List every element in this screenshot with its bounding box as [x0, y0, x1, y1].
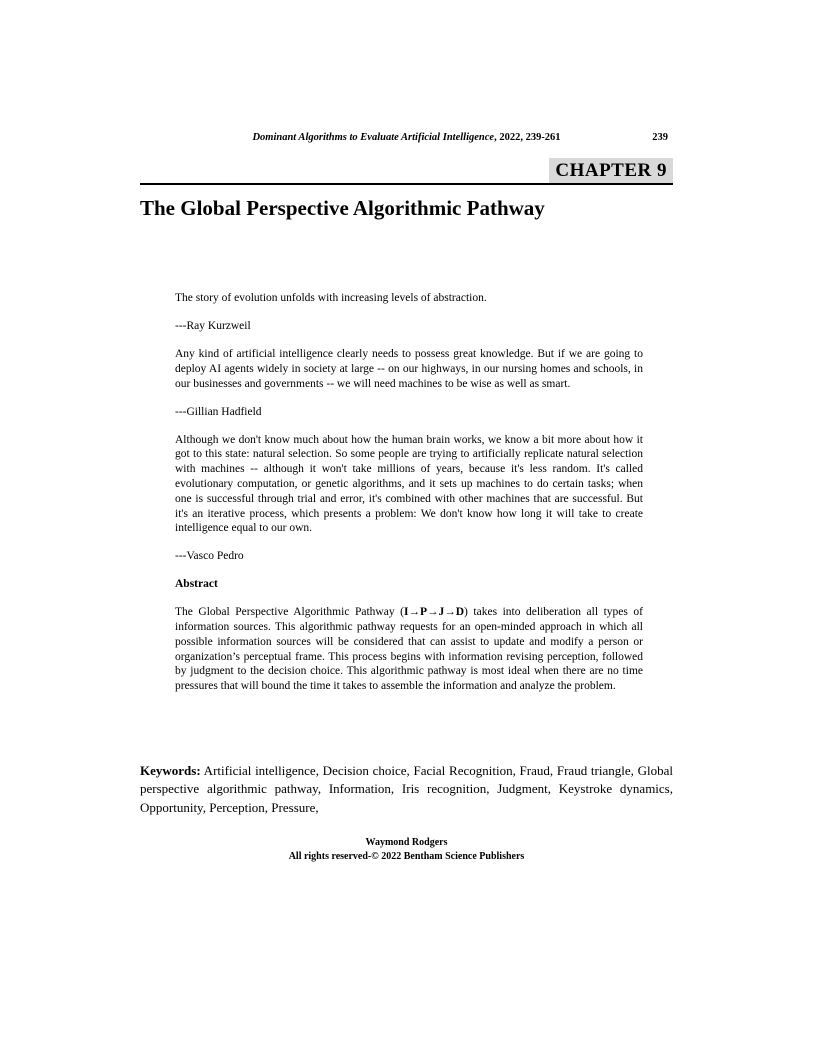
chapter-heading-row: [140, 158, 673, 185]
epigraph-attribution: ---Gillian Hadfield: [175, 405, 262, 418]
footer-rights: All rights reserved-© 2022 Bentham Science Publishers: [288, 850, 525, 862]
page-number: 239: [652, 132, 668, 143]
keywords-paragraph: [140, 762, 673, 817]
chapter-label: CHAPTER 9: [549, 158, 673, 183]
front-matter: [175, 291, 643, 707]
epigraph-attribution: ---Vasco Pedro: [175, 550, 244, 563]
running-title-journal: Dominant Algorithms to Evaluate Artificial Intelligence: [252, 132, 495, 143]
keywords-text: Artificial intelligence, Decision choice, Facial Recognition, Fraud, Fraud triangle, Global perspective algorithmic pathway, Information, Iris recognition, Judgment, Keystroke dynamics, Opportunity, Perception, Pressure,: [140, 763, 673, 815]
abstract-heading: Abstract: [175, 578, 218, 591]
abstract-pathway-notation: I→P→J→D: [403, 606, 465, 619]
epigraph-text: Although we don't know much about how the human brain works, we know a bit more about how it got to this state: natural selection. So some people are trying to artificially replicate natural selection with machines -- although it won't take millions of years, because it's less random. It's called evolutionary computation, or genetic algorithms, and it sets up machines to do certain tasks; when one is successful through trial and error, it's combined with other machines that are successful. But it's an iterative process, which presents a problem: We don't know how long it will take to create intelligence equal to our own.: [175, 433, 643, 535]
epigraph-text: The story of evolution unfolds with increasing levels of abstraction.: [175, 292, 487, 304]
abstract-text-pre: The Global Perspective Algorithmic Pathway (: [175, 606, 404, 619]
footer-author: Waymond Rodgers: [365, 837, 448, 848]
chapter-title: The Global Perspective Algorithmic Pathway: [140, 196, 545, 220]
running-title-suffix: , 2022, 239-261: [494, 132, 561, 143]
abstract-text-post: ) takes into deliberation all types of information sources. This algorithmic pathway requests for an open-minded approach in which all possible information sources will be considered that can assist to update and modify a person or organization’s perceptual frame. This process begins with information revising perception, followed by judgment to the decision choice. This algorithmic pathway is most ideal when there are no time pressures that will bound the time it takes to assemble the information and analyze the problem.: [175, 606, 643, 693]
running-title: [252, 132, 560, 143]
epigraph-attribution: ---Ray Kurzweil: [175, 319, 251, 332]
page-footer: [140, 836, 673, 863]
keywords-label: Keywords:: [140, 763, 201, 778]
abstract-paragraph: [175, 605, 643, 694]
running-header: [140, 131, 673, 145]
epigraph-text: Any kind of artificial intelligence clearly needs to possess great knowledge. But if we are going to deploy AI agents widely in society at large -- on our highways, in our nursing homes and schools, in our businesses and governments -- we will need machines to be wise as well as smart.: [175, 347, 643, 390]
